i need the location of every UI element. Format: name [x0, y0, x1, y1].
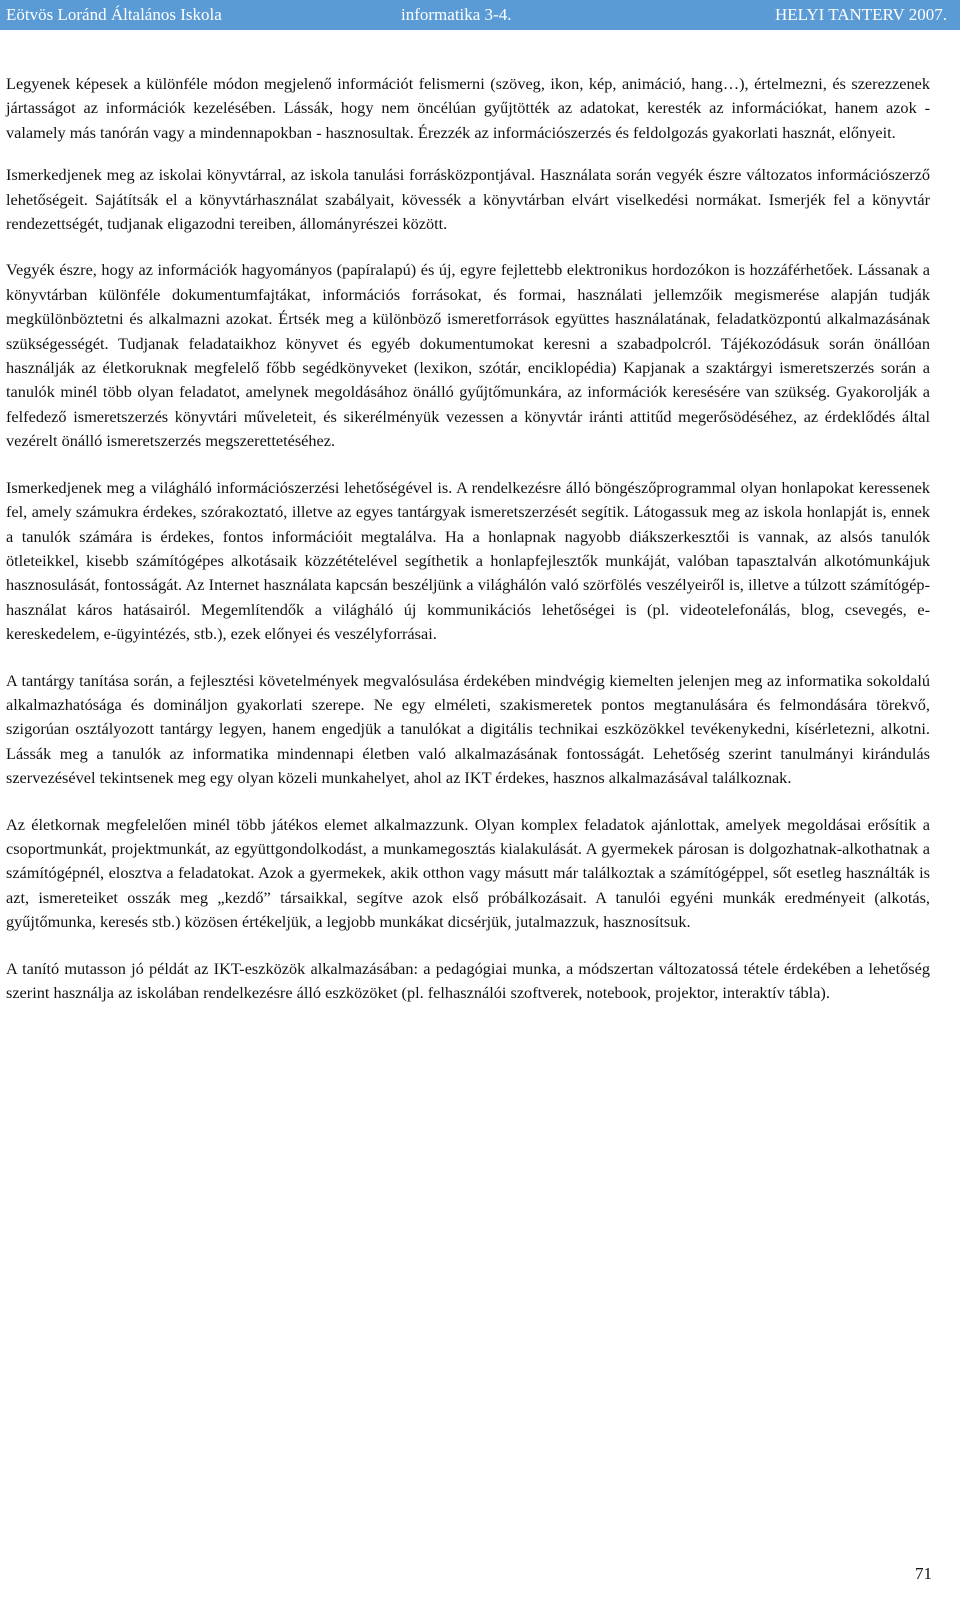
page-number: 71 [915, 1564, 932, 1583]
page-header [0, 0, 960, 30]
paragraph-playful-elements: Az életkornak megfelelően minél több játékos elemet alkalmazzunk. Olyan komplex feladatok ajánlottak, amelyek megoldásai erősítik a csoportmunkát, projektmunkát, az együttgondolkodást, a munkamegosztás kialakulását. A gyermekek párosan is dolgozhatnak-alkothatnak a számítógépnél, elosztva a feladatokat. Azok a gyermekek, akik otthon vagy másutt már találkoztak a számítógéppel, sőt esetleg használták is azt, ismereteiket osszák meg „kezdő” társaikkal, segítve azok első próbálkozásait. A tanulói egyéni munkák eredményeit (alkotás, gyűjtőmunka, keresés stb.) közösen értékeljük, a legjobb munkákat dicsérjük, jutalmazzuk, hasznosítsuk. [6, 814, 930, 932]
document-body [6, 72, 930, 1027]
header-subject: informatika 3-4. [401, 5, 512, 24]
paragraph-information-carriers: Vegyék észre, hogy az információk hagyományos (papíralapú) és új, egyre fejlettebb elektronikus hordozókon is hozzáférhetőek. Lássanak a könyvtárban különféle dokumentumfajtákat, információs forrásokat, és formai, használati jellemzőik megismerése alapján tudják megkülönböztetni és alkalmazni azokat. Értsék meg a különböző ismeretforrások együttes használatának, feladatközpontú alkalmazásának szükségességét. Tudjanak feladataikhoz könyvet és egyéb dokumentumokat keresni a szabadpolcról. Tájékozódásuk során önállóan használják az életkoruknak megfelelő főbb segédkönyveket (lexikon, szótár, enciklopédia) Kapjanak a szaktárgyi ismeretszerzés során a tanulók minél több olyan feladatot, amelynek megoldásához önálló gyűjtőmunkára, az információk keresésére van szükség. Gyakorolják a felfedező ismeretszerzés könyvtári műveleteit, és sikerélményük vezessen a könyvtár iránti attitűd megerősödéséhez, az érdeklődés által vezérelt önálló ismeretszerzés megszerettetéséhez. [6, 260, 930, 451]
header-curriculum: HELYI TANTERV 2007. [774, 5, 947, 24]
header-school-name: Eötvös Loránd Általános Iskola [6, 5, 222, 24]
paragraph-school-library: Ismerkedjenek meg az iskolai könyvtárral, az iskola tanulási forrásközpontjával. Használata során vegyék észre változatos információszerző lehetőségeit. Sajátítsák el a könyvtárhasználat szabályait, kövessék a könyvtárban elvárt viselkedési normákat. Ismerjék fel a könyvtár rendezettségét, tudjanak eligazodni tereiben, állományrészei között. [6, 165, 930, 234]
paragraph-teacher-example: A tanító mutasson jó példát az IKT-eszközök alkalmazásában: a pedagógiai munka, a módszertan változatossá tétele érdekében a lehetőség szerint használja az iskolában rendelkezésre álló eszközöket (pl. felhasználói szoftverek, notebook, projektor, interaktív tábla). [6, 958, 930, 1002]
paragraph-subject-teaching: A tantárgy tanítása során, a fejlesztési követelmények megvalósulása érdekében mindvégig kiemelten jelenjen meg az informatika sokoldalú alkalmazhatósága és domináljon gyakorlati szerepe. Ne egy elméleti, szakismeretek pontos megtanulására és felmondására törekvő, szigorúan osztályozott tantárgy legyen, hanem engedjük a tanulókat a digitális technikai eszközökkel tevékenykedni, kísérletezni, alkotni. Lássák meg a tanulók az informatika mindennapi életben való alkalmazásának fontosságát. Lehetőség szerint tanulmányi kirándulás szervezésével tekintsenek meg egy olyan közeli munkahelyet, ahol az IKT érdekes, hasznos alkalmazásával találkoznak. [6, 670, 930, 788]
paragraph-information-handling: Legyenek képesek a különféle módon megjelenő információt felismerni (szöveg, ikon, kép, animáció, hang…), értelmezni, és szerezzenek jártasságot az információk kezelésében. Lássák, hogy nem öncélúan gyűjtötték az adatokat, keresték az információkat, hanem azok - valamely más tanórán vagy a mindennapokban - hasznosultak. Érezzék az információszerzés és feldolgozás gyakorlati hasznát, előnyeit. [6, 74, 930, 142]
paragraph-world-wide-web: Ismerkedjenek meg a világháló információszerzési lehetőségével is. A rendelkezésre álló böngészőprogrammal olyan honlapokat keressenek fel, amely számukra érdekes, szórakoztató, illetve az egyes tantárgyak ismeretszerzését segítik. Látogassuk meg az iskola honlapját is, ennek a tanulók számára is érdekes, fontos információit megtalálva. Ha a honlapnak nagyobb diákszerkesztői is vannak, az alsós tanulók ötleteikkel, kisebb számítógépes alkotásaik közzétételével segíthetik a honlapfejlesztők munkáját, valóban tapasztalván alkotómunkájuk hasznosulását, fontosságát. Az Internet használata kapcsán beszéljünk a világhálón való szörfölés veszélyeiről is, illetve a túlzott számítógép-használat káros hatásairól. Megemlítendők a világháló új kommunikációs lehetőségei is (pl. videotelefonálás, blog, csevegés, e-kereskedelem, e-ügyintézés, stb.), ezek előnyei és veszélyforrásai. [6, 477, 930, 644]
